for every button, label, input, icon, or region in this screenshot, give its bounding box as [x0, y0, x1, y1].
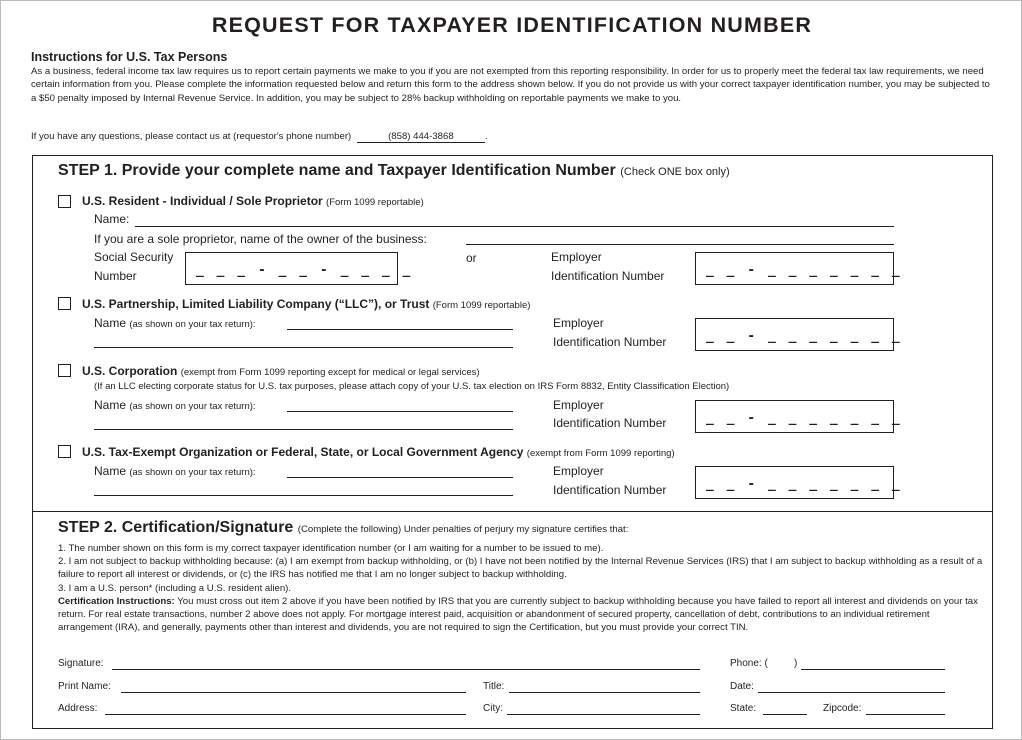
zipcode-field[interactable]	[866, 714, 945, 715]
contact-phone: (858) 444-3868	[357, 131, 485, 143]
phone-label: Phone: (	[730, 658, 768, 669]
resident-checkbox[interactable]	[58, 195, 71, 208]
corporation-checkbox[interactable]	[58, 364, 71, 377]
step2-note: (Complete the following) Under penalties of perjury my signature certifies that:	[297, 524, 629, 535]
corporation-name-label	[94, 398, 256, 412]
partnership-label: U.S. Partnership, Limited Liability Company (“LLC”), or Trust	[82, 297, 430, 311]
partnership-name-field[interactable]	[287, 329, 513, 330]
signature-field[interactable]	[112, 669, 700, 670]
partnership-name-note: (as shown on your tax return):	[129, 319, 256, 330]
ssn-mask: _ _ _ - _ _ - _ _ _ _	[196, 263, 413, 278]
corporation-ein-label-1: Employer	[553, 398, 604, 412]
exempt-ein-mask: _ _ - _ _ _ _ _ _ _	[706, 477, 903, 492]
contact-text: If you have any questions, please contact us at (requestor's phone number)	[31, 131, 352, 142]
cert-item-3: 3. I am a U.S. person* (including a U.S. resident alien).	[58, 582, 292, 594]
resident-name-field[interactable]	[135, 226, 894, 227]
state-field[interactable]	[763, 714, 807, 715]
step1-title: STEP 1. Provide your complete name and Taxpayer Identification Number	[58, 162, 616, 179]
step2-heading	[58, 519, 628, 537]
corporation-ein-label-2: Identification Number	[553, 416, 667, 430]
certification-text	[58, 542, 983, 634]
instructions-heading: Instructions for U.S. Tax Persons	[31, 50, 228, 64]
exempt-label: U.S. Tax-Exempt Organization or Federal, State, or Local Government Agency	[82, 445, 524, 459]
corporation-llc-note: (If an LLC electing corporate status for U.S. tax purposes, please attach copy of your U.S. tax election on IRS Form 8832, Entity Classification Election)	[94, 381, 730, 392]
step1-heading	[58, 162, 730, 180]
resident-owner-field[interactable]	[466, 244, 894, 245]
instructions-body: As a business, federal income tax law requires us to report certain payments we make to you if you are not exempted from this reporting responsibility. In order for us to properly meet the federal tax law requirements, we need certain information from you. Please complete the information requested below and return this form to the address shown below. If you do not provide us with your correct taxpayer identification number, you may be subjected to a $50 penalty imposed by Internal Revenue Service. In addition, you may be subject to 28% backup withholding on reportable payments we make to you.	[31, 66, 990, 104]
exempt-name-text: Name	[94, 464, 127, 478]
exempt-ein-label-1: Employer	[553, 464, 604, 478]
step2-title: STEP 2. Certification/Signature	[58, 519, 294, 536]
ssn-label-2: Number	[94, 269, 137, 283]
corporation-label: U.S. Corporation	[82, 364, 178, 378]
zipcode-label: Zipcode:	[823, 703, 862, 714]
exempt-checkbox[interactable]	[58, 445, 71, 458]
form-title: REQUEST FOR TAXPAYER IDENTIFICATION NUMBER	[211, 13, 813, 37]
cert-instructions-heading: Certification Instructions:	[58, 595, 175, 607]
corporation-name-field-2[interactable]	[94, 429, 513, 430]
ssn-field[interactable]	[185, 252, 413, 285]
partnership-ein-mask: _ _ - _ _ _ _ _ _ _	[706, 329, 903, 344]
resident-label: U.S. Resident - Individual / Sole Proprietor	[82, 194, 323, 208]
exempt-note: (exempt from Form 1099 reporting)	[526, 448, 675, 459]
cert-instructions	[58, 595, 983, 635]
contact-line	[31, 131, 488, 143]
step-divider	[32, 511, 993, 512]
exempt-name-field-2[interactable]	[94, 495, 513, 496]
corporation-ein-field[interactable]	[695, 400, 903, 433]
corporation-name-note: (as shown on your tax return):	[129, 401, 256, 412]
resident-owner-label: If you are a sole proprietor, name of the owner of the business:	[94, 232, 427, 246]
print-name-label: Print Name:	[58, 681, 111, 692]
date-field[interactable]	[758, 692, 945, 693]
resident-name-label: Name:	[94, 212, 130, 226]
exempt-name-field[interactable]	[287, 477, 513, 478]
date-label: Date:	[730, 681, 754, 692]
resident-ein-label-2: Identification Number	[551, 269, 665, 283]
address-field[interactable]	[105, 714, 466, 715]
address-label: Address:	[58, 703, 98, 714]
contact-end: .	[484, 131, 488, 142]
phone-close: )	[794, 658, 798, 669]
ssn-label-1: Social Security	[94, 250, 174, 264]
partnership-checkbox[interactable]	[58, 297, 71, 310]
city-field[interactable]	[507, 714, 700, 715]
resident-ein-field[interactable]	[695, 252, 903, 285]
resident-ein-label-1: Employer	[551, 250, 602, 264]
resident-note: (Form 1099 reportable)	[326, 197, 424, 208]
exempt-heading	[82, 445, 675, 459]
exempt-name-label	[94, 464, 256, 478]
resident-heading	[82, 194, 424, 208]
print-name-field[interactable]	[121, 692, 466, 693]
cert-item-2: 2. I am not subject to backup withholding because: (a) I am exempt from backup withholding, or (b) I have not been notified by the Internal Revenue Services (IRS) that I am subject to backup withholding as a result of a failure to report all interest or dividends, or (c) the IRS has notified me that I am no longer subject to backup withholding.	[58, 556, 983, 581]
partnership-heading	[82, 297, 530, 311]
signature-label: Signature:	[58, 658, 104, 669]
title-field[interactable]	[509, 692, 700, 693]
resident-ein-mask: _ _ - _ _ _ _ _ _ _	[706, 263, 903, 278]
city-label: City:	[483, 703, 503, 714]
cert-item-1: 1. The number shown on this form is my correct taxpayer identification number (or I am waiting for a number to be issued to me).	[58, 543, 604, 554]
partnership-ein-label-1: Employer	[553, 316, 604, 330]
partnership-name-field-2[interactable]	[94, 347, 513, 348]
partnership-ein-label-2: Identification Number	[553, 335, 667, 349]
corporation-name-field[interactable]	[287, 411, 513, 412]
corporation-heading	[82, 364, 480, 378]
ssn-or-label: or	[466, 251, 477, 265]
partnership-name-label	[94, 316, 256, 330]
corporation-note: (exempt from Form 1099 reporting except for medical or legal services)	[180, 367, 480, 378]
state-label: State:	[730, 703, 757, 714]
partnership-note: (Form 1099 reportable)	[432, 300, 531, 311]
corporation-ein-mask: _ _ - _ _ _ _ _ _ _	[706, 411, 903, 426]
title-label: Title:	[483, 681, 505, 692]
cert-instructions-body: You must cross out item 2 above if you have been notified by IRS that you are currently subject to backup withholding because you have failed to report all interest and dividends on your tax return. For real estate transactions, number 2 above does not apply. For mortgage interest paid, acquisition or abandonment of secured property, cancellation of debt, contributions to an individual retirement arrangement (IRA), and generally, payments other than interest and dividends, you are not required to sign the Certification, but you must provide your correct TIN.	[58, 595, 978, 634]
partnership-name-text: Name	[94, 316, 127, 330]
corporation-name-text: Name	[94, 398, 127, 412]
exempt-name-note: (as shown on your tax return):	[129, 467, 256, 478]
step1-note: (Check ONE box only)	[620, 166, 730, 178]
exempt-ein-field[interactable]	[695, 466, 903, 499]
partnership-ein-field[interactable]	[695, 318, 903, 351]
phone-field[interactable]	[801, 669, 945, 670]
exempt-ein-label-2: Identification Number	[553, 483, 667, 497]
